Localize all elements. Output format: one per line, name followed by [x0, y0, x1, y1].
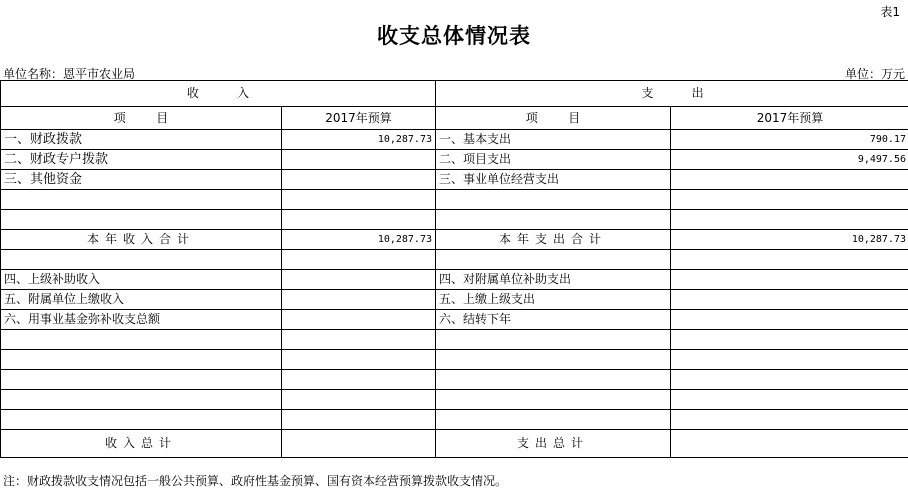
expense-item-label: 三、事业单位经营支出 [436, 170, 671, 190]
table-row [1, 170, 908, 190]
income-item-value [282, 270, 436, 290]
expense-sum-label: 支出总计 [436, 430, 671, 458]
section-header-row [1, 81, 908, 107]
unit-label: 单位：万元 [844, 67, 905, 81]
table-row [1, 310, 908, 330]
expense-item-label: 二、项目支出 [436, 150, 671, 170]
income-item-label: 五、附属单位上缴收入 [1, 290, 282, 310]
income-item-label: 四、上级补助收入 [1, 270, 282, 290]
expense-item-value [671, 290, 908, 310]
empty-row [1, 370, 908, 390]
expense-item-value [671, 170, 908, 190]
income-budget-header: 2017年预算 [282, 107, 436, 130]
empty-row [1, 390, 908, 410]
footnote: 注：财政拨款收支情况包括一般公共预算、政府性基金预算、国有资本经营预算拨款收支情况。 [3, 474, 508, 488]
table-row [1, 130, 908, 150]
expense-item-label: 四、对附属单位补助支出 [436, 270, 671, 290]
empty-row [1, 410, 908, 430]
income-item-label: 一、财政拨款 [1, 130, 282, 150]
income-item-label: 三、其他资金 [1, 170, 282, 190]
expense-budget-header: 2017年预算 [671, 107, 908, 130]
income-item-value [282, 170, 436, 190]
table-row [1, 150, 908, 170]
expense-item-label: 一、基本支出 [436, 130, 671, 150]
income-sum-value [282, 430, 436, 458]
expense-item-value [671, 270, 908, 290]
income-sum-label: 收入总计 [1, 430, 282, 458]
table-number: 表1 [880, 5, 900, 19]
empty-row [1, 250, 908, 270]
income-item-value [282, 310, 436, 330]
expense-item-value [671, 310, 908, 330]
expense-section-header: 支 出 [436, 81, 908, 107]
empty-row [1, 210, 908, 230]
empty-row [1, 190, 908, 210]
table-row [1, 290, 908, 310]
expense-item-value: 790.17 [671, 130, 908, 150]
expense-item-value: 9,497.56 [671, 150, 908, 170]
income-item-header: 项 目 [1, 107, 282, 130]
income-total-label: 本年收入合计 [1, 230, 282, 250]
income-section-header: 收 入 [1, 81, 436, 107]
empty-row [1, 350, 908, 370]
year-total-row [1, 230, 908, 250]
income-item-value [282, 150, 436, 170]
page-title: 收支总体情况表 [377, 24, 531, 48]
expense-item-header: 项 目 [436, 107, 671, 130]
expense-sum-value [671, 430, 908, 458]
expense-total-label: 本年支出合计 [436, 230, 671, 250]
income-item-label: 六、用事业基金弥补收支总额 [1, 310, 282, 330]
grand-total-row [1, 430, 908, 458]
empty-row [1, 330, 908, 350]
income-expense-table [0, 80, 908, 458]
unit-name-label: 单位名称：恩平市农业局 [3, 67, 136, 81]
income-item-label: 二、财政专户拨款 [1, 150, 282, 170]
column-header-row [1, 107, 908, 130]
income-item-value: 10,287.73 [282, 130, 436, 150]
expense-item-label: 六、结转下年 [436, 310, 671, 330]
income-item-value [282, 290, 436, 310]
table-row [1, 270, 908, 290]
income-total-value: 10,287.73 [282, 230, 436, 250]
expense-total-value: 10,287.73 [671, 230, 908, 250]
expense-item-label: 五、上缴上级支出 [436, 290, 671, 310]
